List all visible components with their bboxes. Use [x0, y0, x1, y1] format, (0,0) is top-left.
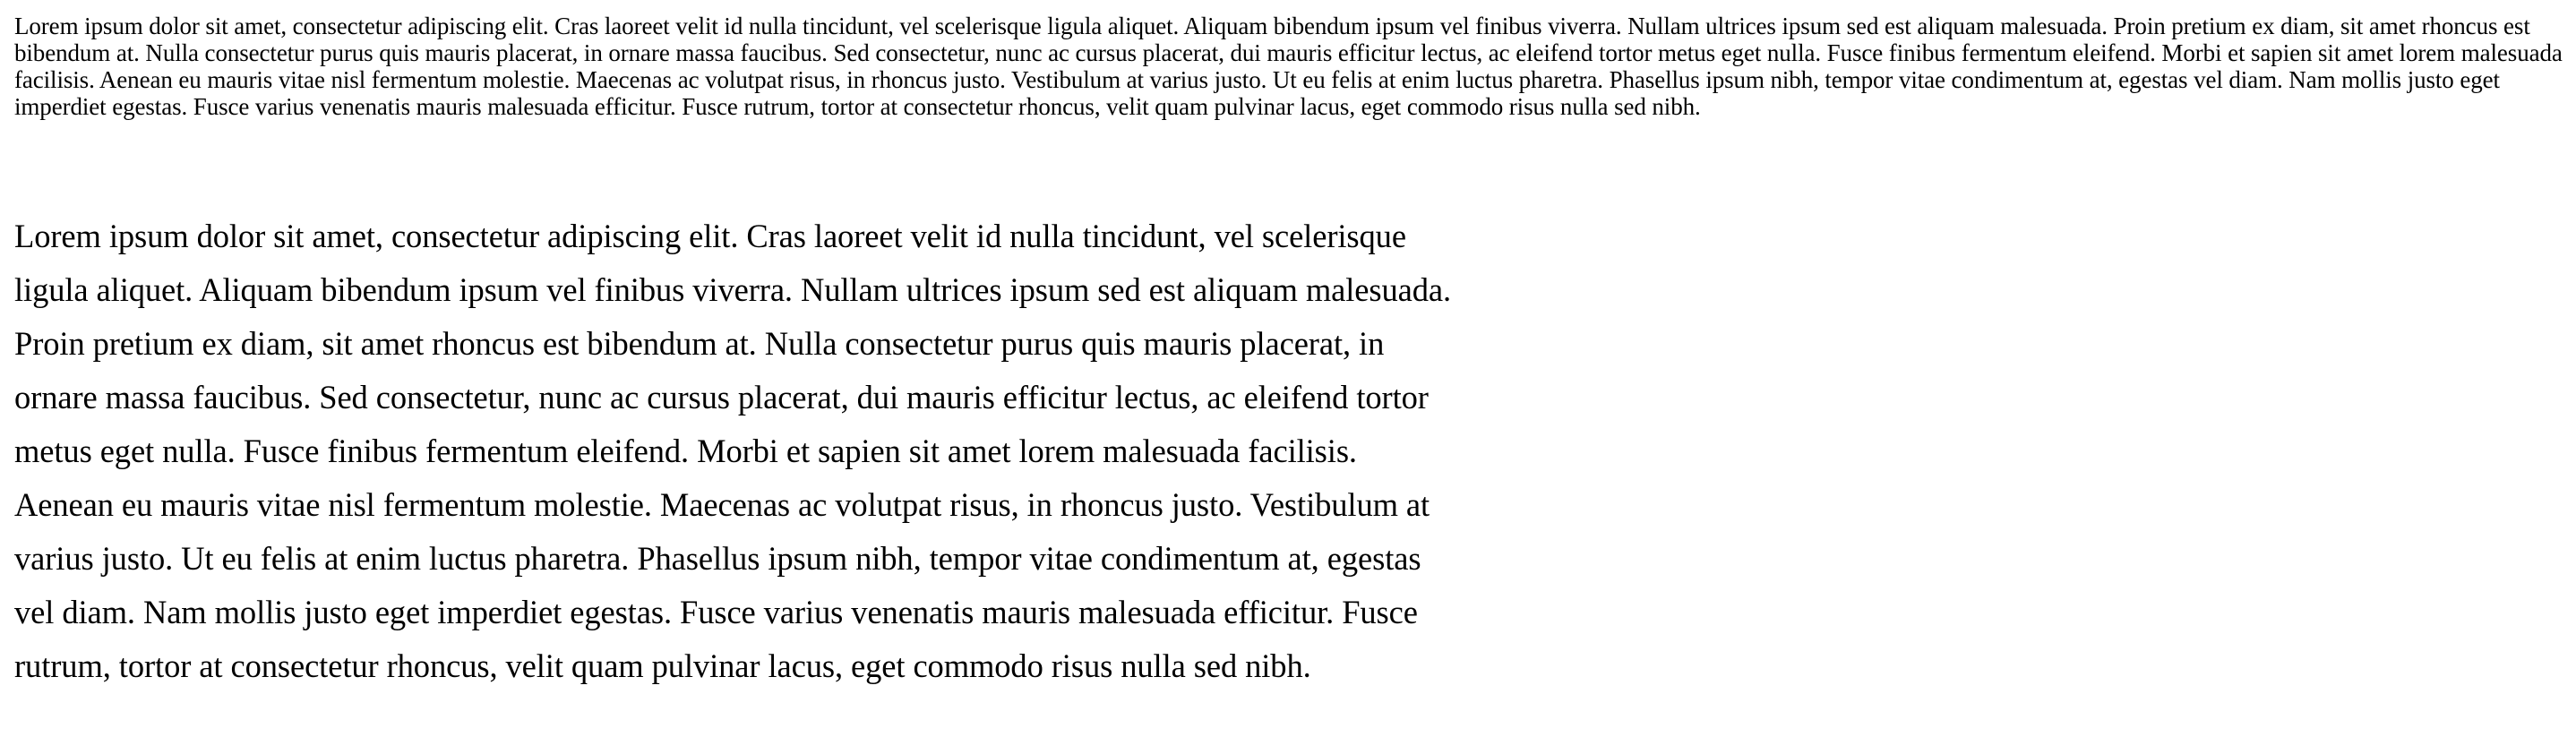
- large-paragraph: Lorem ipsum dolor sit amet, consectetur adipiscing elit. Cras laoreet velit id nulla tincidunt, vel scelerisque ligula aliquet. Aliquam bibendum ipsum vel finibus viverra. Nullam ultrices ipsum sed est aliquam malesuada. Proin pretium ex diam, sit amet rhoncus est bibendum at. Nulla consectetur purus quis mauris placerat, in ornare massa faucibus. Sed consectetur, nunc ac cursus placerat, dui mauris efficitur lectus, ac eleifend tortor metus eget nulla. Fusce finibus fermentum eleifend. Morbi et sapien sit amet lorem malesuada facilisis. Aenean eu mauris vitae nisl fermentum molestie. Maecenas ac volutpat risus, in rhoncus justo. Vestibulum at varius justo. Ut eu felis at enim luctus pharetra. Phasellus ipsum nibh, tempor vitae condimentum at, egestas vel diam. Nam mollis justo eget imperdiet egestas. Fusce varius venenatis mauris malesuada efficitur. Fusce rutrum, tortor at consectetur rhoncus, velit quam pulvinar lacus, eget commodo risus nulla sed nibh.: [14, 218, 1452, 684]
- small-paragraph: Lorem ipsum dolor sit amet, consectetur adipiscing elit. Cras laoreet velit id nulla tincidunt, vel scelerisque ligula aliquet. Aliquam bibendum ipsum vel finibus viverra. Nullam ultrices ipsum sed est aliquam malesuada. Proin pretium ex diam, sit amet rhoncus est bibendum at. Nulla consectetur purus quis mauris placerat, in ornare massa faucibus. Sed consectetur, nunc ac cursus placerat, dui mauris efficitur lectus, ac eleifend tortor metus eget nulla. Fusce finibus fermentum eleifend. Morbi et sapien sit amet lorem malesuada facilisis. Aenean eu mauris vitae nisl fermentum molestie. Maecenas ac volutpat risus, in rhoncus justo. Vestibulum at varius justo. Ut eu felis at enim luctus pharetra. Phasellus ipsum nibh, tempor vitae condimentum at, egestas vel diam. Nam mollis justo eget imperdiet egestas. Fusce varius venenatis mauris malesuada efficitur. Fusce rutrum, tortor at consectetur rhoncus, velit quam pulvinar lacus, eget commodo risus nulla sed nibh.: [14, 13, 2563, 120]
